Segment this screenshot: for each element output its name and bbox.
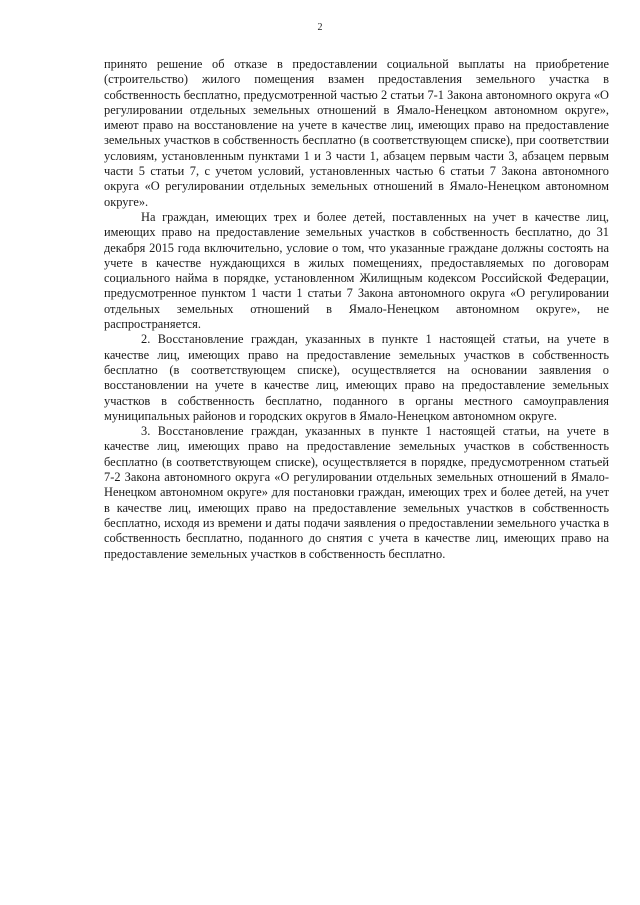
document-body <box>104 57 609 562</box>
paragraph-item-2: 2. Восстановление граждан, указанных в пункте 1 настоящей статьи, на учете в качестве лиц, имеющих право на предоставление земельных участков в собственность бесплатно (в соответствующем списке), осуществляется на основании заявления о восстановлении на учете в качестве лиц, имеющих право на предоставление земельных участков в собственность бесплатно, поданного в органы местного самоуправления муниципальных районов и городских округов в Ямало-Ненецком автономном округе. <box>104 332 609 423</box>
page-number: 2 <box>317 22 323 33</box>
paragraph-large-families: На граждан, имеющих трех и более детей, поставленных на учет в качестве лиц, имеющих право на предоставление земельных участков в собственность бесплатно, до 31 декабря 2015 года включительно, условие о том, что указанные граждане должны состоять на учете в качестве нуждающихся в жилых помещениях, предоставляемых по договорам социального найма в порядке, установленном Жилищным кодексом Российской Федерации, предусмотренное пунктом 1 части 1 статьи 7 Закона автономного округа «О регулировании отдельных земельных отношений в Ямало-Ненецком автономном округе», не распространяется. <box>104 209 609 332</box>
paragraph-continuation: принято решение об отказе в предоставлении социальной выплаты на приобретение (строительство) жилого помещения взамен предоставления земельного участка в собственность бесплатно, предусмотренной частью 2 статьи 7-1 Закона автономного округа «О регулировании отдельных земельных отношений в Ямало-Ненецком автономном округе», имеют право на восстановление на учете в качестве лиц, имеющих право на предоставление земельных участков в собственность бесплатно (в соответствующем списке), при соответствии условиям, установленным пунктами 1 и 3 части 1, абзацем первым части 3, абзацем первым части 5 статьи 7, с учетом условий, установленных частью 6 статьи 7 Закона автономного округа «О регулировании отдельных земельных отношений в Ямало-Ненецком автономном округе». <box>104 57 609 209</box>
paragraph-item-3: 3. Восстановление граждан, указанных в пункте 1 настоящей статьи, на учете в качестве лиц, имеющих право на предоставление земельных участков в собственность бесплатно (в соответствующем списке), осуществляется в порядке, предусмотренном статьей 7-2 Закона автономного округа «О регулировании отдельных земельных отношений в Ямало-Ненецком автономном округе» для постановки граждан, имеющих трех и более детей, на учет в качестве лиц, имеющих право на предоставление земельных участков в собственность бесплатно, исходя из времени и даты подачи заявления о предоставлении земельного участка в собственность бесплатно, поданного до снятия с учета в качестве лиц, имеющих право на предоставление земельных участков в собственность бесплатно. <box>104 424 609 561</box>
